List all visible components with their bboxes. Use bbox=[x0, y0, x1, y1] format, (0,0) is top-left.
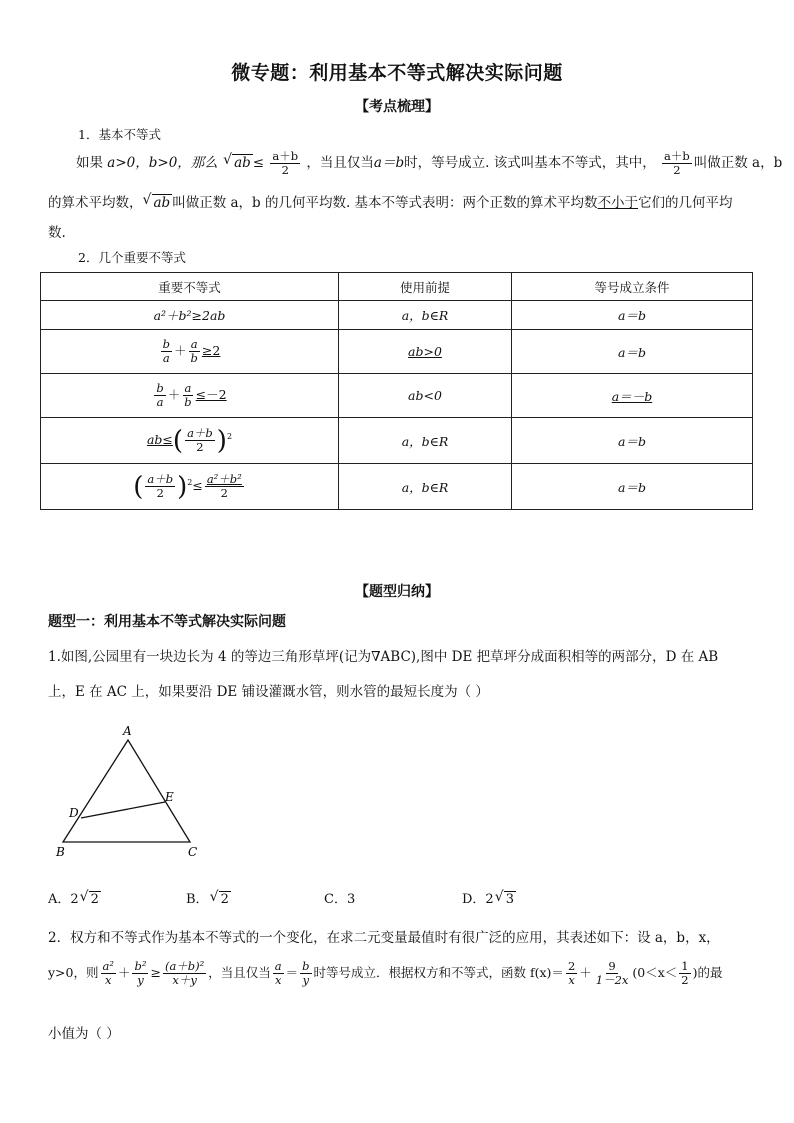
text: a＝b bbox=[618, 344, 646, 360]
fraction bbox=[679, 960, 690, 987]
right-paren: ) bbox=[177, 471, 188, 502]
table-row bbox=[41, 464, 753, 510]
triangle-figure bbox=[50, 722, 220, 864]
text: 时等号成立．根据权方和不等式，函数 f(x)＝ bbox=[313, 965, 564, 981]
text: x bbox=[274, 973, 282, 988]
q2-line3: 小值为（ ） bbox=[48, 1026, 120, 1042]
text: 2 bbox=[187, 477, 193, 487]
underlined-text: 不小于 bbox=[597, 195, 639, 211]
sqrt-ab bbox=[232, 154, 253, 171]
text: 如果 bbox=[76, 155, 103, 172]
point1-line2 bbox=[48, 191, 748, 211]
text: 9 bbox=[608, 959, 616, 973]
sqrt-ab bbox=[152, 194, 173, 211]
text: a＋b bbox=[272, 149, 299, 163]
table-cell bbox=[41, 464, 339, 510]
table-cell bbox=[339, 464, 512, 510]
text: 1－2x bbox=[595, 973, 629, 988]
text: a＋b bbox=[147, 471, 174, 486]
fraction bbox=[185, 427, 215, 454]
label-d: D bbox=[69, 806, 79, 820]
segment-de bbox=[81, 802, 165, 818]
text: ＋ bbox=[117, 965, 131, 981]
label-e: E bbox=[165, 790, 174, 804]
text: 的算术平均数， bbox=[48, 195, 143, 211]
table-cell bbox=[512, 464, 753, 510]
text: ab bbox=[153, 195, 171, 211]
left-paren: ( bbox=[133, 471, 144, 502]
text: (a＋b)² bbox=[164, 959, 205, 973]
text: a>0，b>0，那么 bbox=[107, 155, 218, 172]
point1-line1 bbox=[76, 149, 783, 178]
text: 2 bbox=[196, 440, 204, 454]
sqrt bbox=[89, 891, 101, 907]
text: ≤ bbox=[192, 478, 203, 493]
q1-option-b[interactable] bbox=[186, 888, 231, 907]
text: a＋b bbox=[187, 425, 213, 440]
table-cell bbox=[41, 418, 339, 464]
table-cell bbox=[41, 301, 339, 330]
text: a bbox=[162, 351, 170, 365]
text: a＝b bbox=[618, 479, 646, 495]
fraction bbox=[154, 382, 165, 409]
left-paren: ( bbox=[172, 425, 184, 456]
text: D．2 bbox=[462, 892, 494, 907]
text: 2 bbox=[156, 486, 164, 500]
text: a²＋b² bbox=[206, 471, 242, 486]
q1-option-a[interactable] bbox=[48, 888, 101, 907]
table-row bbox=[41, 374, 753, 418]
text: ab>0 bbox=[408, 344, 442, 359]
text: )的最 bbox=[692, 965, 723, 981]
text: B． bbox=[186, 892, 209, 907]
point1-line3: 数. bbox=[48, 225, 66, 241]
fraction bbox=[594, 960, 631, 987]
text: x bbox=[104, 973, 112, 988]
text: 2 bbox=[220, 486, 228, 500]
point2-label: 2．几个重要不等式 bbox=[78, 250, 186, 265]
text: 3 bbox=[505, 892, 514, 907]
text: ≤－2 bbox=[195, 387, 227, 402]
text: b bbox=[156, 380, 164, 395]
text: 2 bbox=[281, 163, 289, 178]
text: ＋ bbox=[174, 343, 187, 358]
text: 2 bbox=[226, 431, 233, 441]
q2-line2 bbox=[48, 960, 748, 987]
table-row bbox=[41, 330, 753, 374]
text: 2 bbox=[220, 892, 229, 907]
text: ab bbox=[234, 155, 251, 172]
label-b: B bbox=[56, 845, 65, 859]
q1-option-d[interactable] bbox=[462, 888, 516, 907]
text: a＝b bbox=[618, 308, 646, 323]
text: 时，等号成立. 该式叫基本不等式，其中， bbox=[404, 155, 656, 172]
inequality-table bbox=[40, 272, 753, 510]
fraction bbox=[566, 960, 577, 987]
text: ≥2 bbox=[201, 343, 221, 358]
table-cell bbox=[339, 418, 512, 464]
text: b bbox=[190, 351, 198, 365]
text: y>0，则 bbox=[48, 965, 99, 981]
text: a，b∈R bbox=[401, 308, 449, 323]
table-cell bbox=[41, 330, 339, 374]
fraction bbox=[145, 473, 175, 500]
q1-line1: 1.如图,公园里有一块边长为 4 的等边三角形草坪(记为∇ABC),图中 DE 把草坪分成面积相等的两部分，D 在 AB bbox=[48, 649, 719, 665]
table-cell bbox=[339, 374, 512, 418]
table-cell bbox=[41, 374, 339, 418]
fraction-a-plus-b-over-2 bbox=[662, 150, 692, 177]
text: ≥ bbox=[150, 965, 161, 981]
q2-line1: 2．权方和不等式作为基本不等式的一个变化，在求二元变量最值时有很广泛的应用，其表述如下：设 a，b，x， bbox=[48, 930, 720, 946]
fraction bbox=[182, 382, 193, 409]
text: 2 bbox=[681, 973, 689, 988]
text: ≤ bbox=[252, 155, 265, 172]
q1-option-c[interactable]: C．3 bbox=[324, 892, 356, 907]
text: 叫做正数 a，b bbox=[693, 155, 783, 172]
text: ab<0 bbox=[408, 388, 442, 403]
text: b bbox=[302, 959, 310, 973]
text: ＝ bbox=[285, 965, 299, 981]
table-header: 重要不等式 bbox=[41, 273, 339, 301]
text: ab≤ bbox=[146, 432, 173, 447]
fraction bbox=[163, 960, 206, 987]
table-header: 使用前提 bbox=[339, 273, 512, 301]
text: a，b∈R bbox=[401, 479, 449, 495]
right-paren: ) bbox=[216, 425, 227, 456]
label-c: C bbox=[188, 845, 198, 859]
text: a＝－b bbox=[611, 388, 653, 404]
type1-heading: 题型一：利用基本不等式解决实际问题 bbox=[48, 614, 286, 630]
text: b² bbox=[134, 959, 147, 973]
table-cell bbox=[512, 301, 753, 330]
text: a²＋b²≥2ab bbox=[153, 308, 226, 323]
text: a＋b bbox=[664, 149, 690, 163]
page-title: 微专题：利用基本不等式解决实际问题 bbox=[231, 62, 563, 84]
fraction bbox=[101, 960, 116, 987]
text: 2 bbox=[90, 892, 99, 907]
section-heading-kaodian: 【考点梳理】 bbox=[355, 99, 439, 115]
text: ＋ bbox=[167, 387, 181, 402]
text: 1 bbox=[681, 959, 689, 973]
fraction bbox=[300, 960, 311, 987]
text: y bbox=[302, 973, 310, 988]
text: a＝b bbox=[618, 433, 646, 449]
fraction bbox=[205, 473, 244, 500]
table-cell bbox=[512, 418, 753, 464]
text: b bbox=[162, 336, 171, 351]
text: 2 bbox=[673, 163, 681, 178]
table-cell bbox=[339, 301, 512, 330]
q1-line2: 上，E 在 AC 上，如果要沿 DE 铺设灌溉水管，则水管的最短长度为（ ） bbox=[48, 684, 489, 700]
text: 它们的几何平均 bbox=[638, 195, 733, 211]
table-cell bbox=[339, 330, 512, 374]
text: 叫做正数 a，b 的几何平均数. 基本不等式表明：两个正数的算术平均数 bbox=[172, 195, 598, 211]
text: b bbox=[184, 395, 192, 409]
text: a bbox=[184, 380, 192, 395]
text: 2 bbox=[567, 959, 576, 973]
fraction bbox=[189, 338, 200, 365]
point1-label: 1．基本不等式 bbox=[78, 127, 161, 142]
text: ＋ bbox=[579, 965, 592, 981]
text: a² bbox=[102, 959, 114, 973]
table-header-row bbox=[41, 273, 753, 301]
table-cell bbox=[512, 330, 753, 374]
text: a＝b bbox=[373, 155, 405, 172]
fraction bbox=[132, 960, 148, 987]
text: a bbox=[190, 336, 198, 351]
text: a bbox=[274, 959, 282, 973]
fraction bbox=[161, 338, 172, 365]
text: ，当且仅当 bbox=[306, 155, 374, 172]
text: (0＜x＜ bbox=[632, 965, 678, 981]
table-header: 等号成立条件 bbox=[512, 273, 753, 301]
fraction-a-plus-b-over-2 bbox=[270, 150, 300, 177]
fraction bbox=[273, 960, 284, 987]
text: a bbox=[156, 395, 164, 409]
text: ，当且仅当 bbox=[208, 965, 271, 981]
sqrt bbox=[219, 891, 231, 907]
text: y bbox=[137, 973, 144, 988]
text: A．2 bbox=[48, 892, 79, 907]
label-a: A bbox=[123, 724, 132, 738]
section-heading-tixing: 【题型归纳】 bbox=[355, 584, 439, 600]
text: x＋y bbox=[172, 973, 197, 988]
table-row bbox=[41, 418, 753, 464]
sqrt bbox=[504, 891, 516, 907]
text: a，b∈R bbox=[401, 433, 449, 449]
text: x bbox=[568, 973, 575, 988]
table-cell bbox=[512, 374, 753, 418]
table-row bbox=[41, 301, 753, 330]
